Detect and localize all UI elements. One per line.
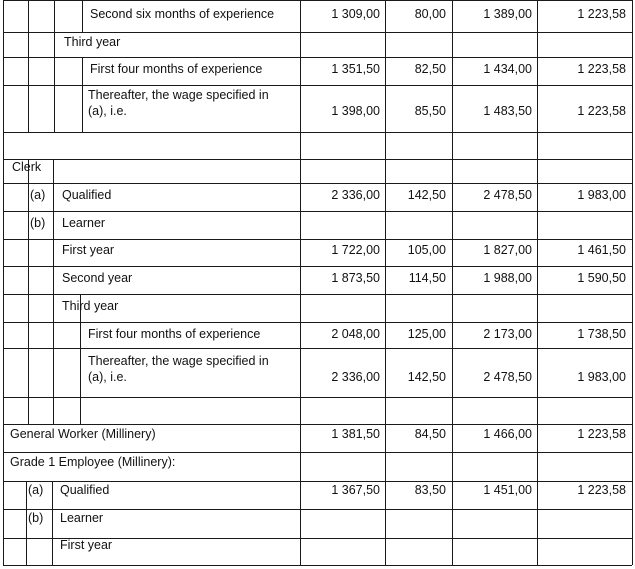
indent-divider	[82, 57, 83, 132]
row-label: Second year	[62, 271, 133, 285]
amount-cell: 1 223,58	[577, 7, 626, 21]
column-divider	[632, 0, 633, 565]
amount-cell: 80,00	[414, 7, 446, 21]
row-label: Thereafter, the wage specified in	[88, 88, 269, 102]
table-left-edge	[3, 0, 4, 565]
row-label: Third year	[64, 35, 121, 49]
row-marker: (b)	[28, 511, 44, 525]
row-label: Learner	[60, 511, 104, 525]
amount-cell: 1 983,00	[577, 370, 626, 384]
row-label: Qualified	[62, 188, 112, 202]
amount-cell: 1 351,50	[331, 62, 380, 76]
row-label-continued: (a), i.e.	[88, 104, 127, 118]
row-marker: (a)	[28, 483, 44, 497]
indent-divider	[53, 159, 54, 424]
row-divider	[3, 565, 632, 566]
row-label: Learner	[62, 216, 106, 230]
amount-cell: 1 827,00	[483, 243, 532, 257]
amount-cell: 2 048,00	[331, 327, 380, 341]
amount-cell: 1 722,00	[331, 243, 380, 257]
amount-cell: 1 309,00	[331, 7, 380, 21]
row-label: General Worker (Millinery)	[10, 427, 156, 441]
row-label: First four months of experience	[90, 62, 263, 76]
indent-divider	[26, 481, 27, 565]
column-divider	[537, 0, 538, 565]
row-label: Clerk	[12, 160, 42, 174]
row-label: Qualified	[60, 483, 110, 497]
amount-cell: 1 389,00	[483, 7, 532, 21]
row-label: First year	[62, 243, 115, 257]
amount-cell: 1 434,00	[483, 62, 532, 76]
amount-cell: 1 461,50	[577, 243, 626, 257]
row-label: Third year	[62, 299, 119, 313]
amount-cell: 84,50	[414, 427, 446, 441]
amount-cell: 83,50	[414, 483, 446, 497]
row-label: Thereafter, the wage specified in	[88, 354, 269, 368]
amount-cell: 2 173,00	[483, 327, 532, 341]
column-divider	[385, 0, 386, 565]
row-label-continued: (a), i.e.	[88, 370, 127, 384]
amount-cell: 85,50	[414, 104, 446, 118]
amount-cell: 125,00	[407, 327, 446, 341]
amount-cell: 105,00	[407, 243, 446, 257]
amount-cell: 1 223,58	[577, 104, 626, 118]
amount-cell: 2 336,00	[331, 370, 380, 384]
amount-cell: 1 223,58	[577, 427, 626, 441]
amount-cell: 2 478,50	[483, 370, 532, 384]
indent-divider	[54, 0, 55, 132]
amount-cell: 1 590,50	[577, 271, 626, 285]
amount-cell: 82,50	[414, 62, 446, 76]
column-divider	[452, 0, 453, 565]
column-divider	[300, 0, 301, 565]
amount-cell: 1 451,00	[483, 483, 532, 497]
amount-cell: 1 988,00	[483, 271, 532, 285]
amount-cell: 1 223,58	[577, 62, 626, 76]
row-label: Second six months of experience	[90, 7, 275, 21]
row-marker: (a)	[30, 188, 46, 202]
amount-cell: 1 738,50	[577, 327, 626, 341]
amount-cell: 1 367,50	[331, 483, 380, 497]
amount-cell: 1 466,00	[483, 427, 532, 441]
amount-cell: 142,50	[407, 188, 446, 202]
amount-cell: 1 223,58	[577, 483, 626, 497]
indent-divider	[82, 0, 83, 32]
row-marker: (b)	[30, 216, 46, 230]
indent-divider	[52, 481, 53, 565]
row-label: First year	[60, 538, 113, 552]
row-label: First four months of experience	[88, 327, 261, 341]
amount-cell: 2 336,00	[331, 188, 380, 202]
amount-cell: 1 398,00	[331, 104, 380, 118]
amount-cell: 142,50	[407, 370, 446, 384]
amount-cell: 114,50	[408, 271, 446, 285]
indent-divider	[28, 159, 29, 424]
amount-cell: 1 873,50	[331, 271, 380, 285]
indent-divider	[28, 0, 29, 132]
amount-cell: 2 478,50	[483, 188, 532, 202]
amount-cell: 1 483,50	[483, 104, 532, 118]
row-label: Grade 1 Employee (Millinery):	[10, 455, 176, 469]
amount-cell: 1 381,50	[331, 427, 380, 441]
amount-cell: 1 983,00	[577, 188, 626, 202]
